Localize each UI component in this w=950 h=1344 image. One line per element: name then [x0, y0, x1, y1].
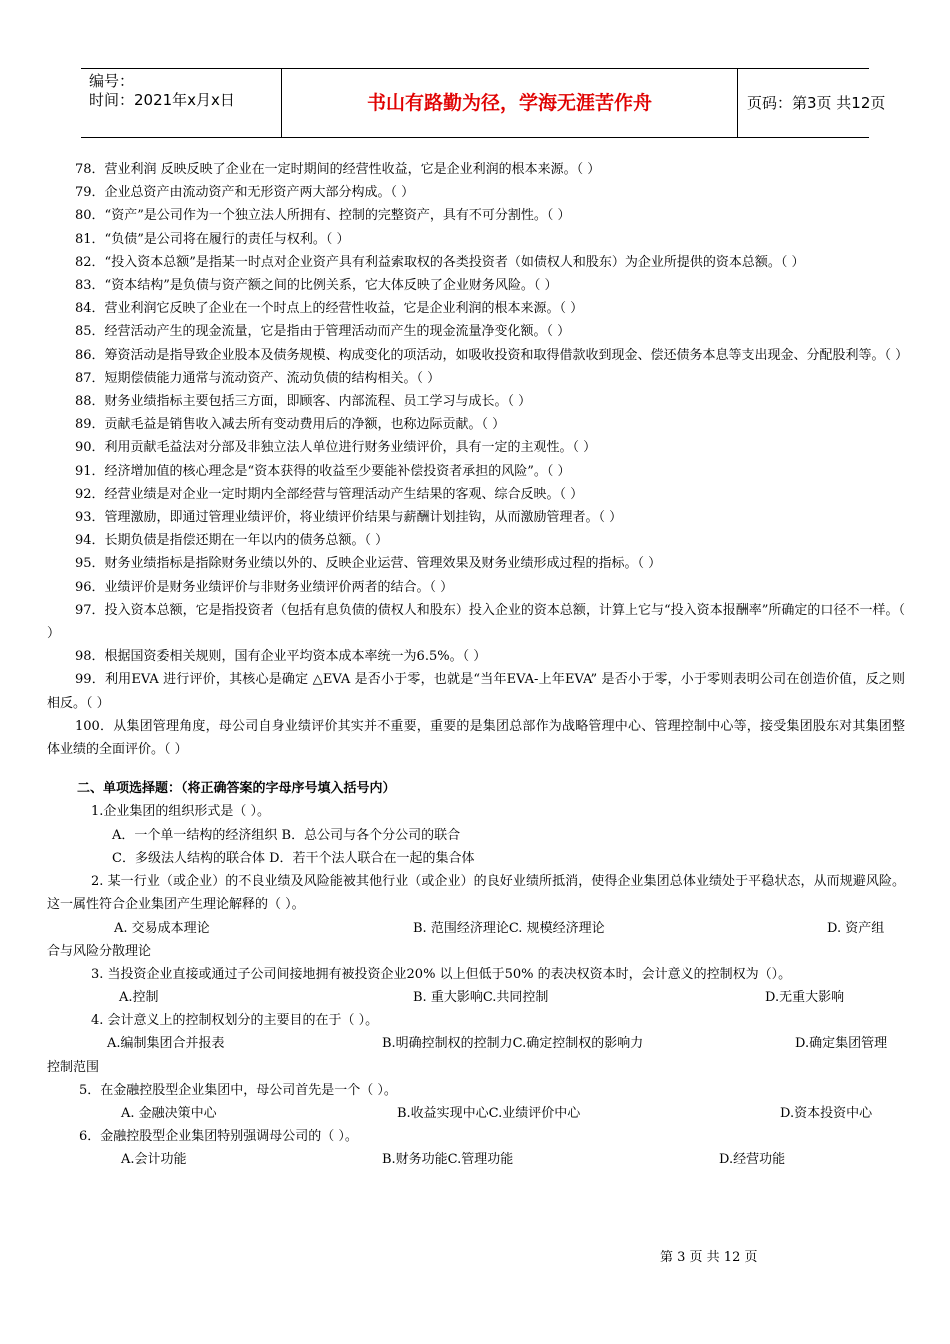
document-body: [47, 158, 909, 1172]
mc-q5-option-bc: B.收益实现中心C.业绩评价中心: [397, 1106, 581, 1122]
mc-question-2: 2. 某一行业（或企业）的不良业绩及风险能被其他行业（或企业）的良好业绩所抵消，使得企业集团总体业绩处于平稳状态，从而规避风险。这一属性符合企业集团产生理论解释的（ ）。: [47, 874, 905, 913]
tf-item-100: 100．从集团管理角度，母公司自身业绩评价其实并不重要，重要的是集团总部作为战略管理中心、管理控制中心等，接受集团股东对其集团整体业绩的全面评价。（ ）: [47, 718, 905, 758]
tf-item-98: 98．根据国资委相关规则，国有企业平均资本成本率统一为6.5%。（ ）: [75, 649, 487, 665]
mc-q1-options-cd: C．多级法人结构的联合体 D．若干个法人联合在一起的集合体: [112, 850, 475, 866]
mc-q6-option-bc: B.财务功能C.管理功能: [382, 1152, 514, 1168]
mc-q3-option-a: A.控制: [119, 990, 159, 1006]
mc-q5-option-a: A. 金融决策中心: [121, 1106, 217, 1122]
page-header: [81, 68, 886, 138]
tf-item-85: 85．经营活动产生的现金流量，它是指由于管理活动而产生的现金流量净变化额。（ ）: [75, 324, 571, 340]
tf-item-92: 92．经营业绩是对企业一定时期内全部经营与管理活动产生结果的客观、综合反映。（ ）: [75, 486, 584, 502]
mc-question-3: 3. 当投资企业直接或通过子公司间接地拥有被投资企业20% 以上但低于50% 的表决权资本时，会计意义的控制权为（）。: [91, 966, 792, 982]
tf-item-81: 81．“负债”是公司将在履行的责任与权利。（ ）: [75, 231, 350, 247]
tf-item-94: 94．长期负债是指偿还期在一年以内的债务总额。（ ）: [75, 533, 389, 549]
tf-item-96: 96．业绩评价是财务业绩评价与非财务业绩评价两者的结合。（ ）: [75, 579, 454, 595]
doc-number-label: 编号：: [89, 72, 135, 90]
tf-item-89: 89．贡献毛益是销售收入减去所有变动费用后的净额，也称边际贡献。（ ）: [75, 417, 506, 433]
mc-q6-option-a: A.会计功能: [121, 1152, 187, 1168]
mc-q3-option-bc: B. 重大影响C.共同控制: [413, 990, 549, 1006]
mc-q4-option-d-cont: 控制范围: [47, 1059, 100, 1075]
tf-item-82: 82．“投入资本总额”是指某一时点对企业资产具有利益索取权的各类投资者（如债权人和股东）为企业所提供的资本总额。（ ）: [75, 254, 805, 270]
tf-item-95: 95．财务业绩指标是指除财务业绩以外的、反映企业运营、管理效果及财务业绩形成过程的指标。（ ）: [75, 556, 662, 572]
tf-item-80: 80．“资产”是公司作为一个独立法人所拥有、控制的完整资产，具有不可分割性。（ ）: [75, 208, 571, 224]
mc-q4-option-bc: B.明确控制权的控制力C.确定控制权的影响力: [382, 1036, 644, 1052]
tf-item-79: 79．企业总资产由流动资产和无形资产两大部分构成。（ ）: [75, 185, 415, 201]
tf-item-83: 83．“资本结构”是负债与资产额之间的比例关系，它大体反映了企业财务风险。（ ）: [75, 278, 558, 294]
mc-q5-option-d: D.资本投资中心: [780, 1106, 873, 1122]
header-meta: [81, 69, 282, 137]
mc-q4-option-d: D.确定集团管理: [795, 1036, 888, 1052]
tf-item-84: 84．营业利润它反映了企业在一个时点上的经营性收益，它是企业利润的根本来源。（ ）: [75, 301, 584, 317]
mc-q5-options: [47, 1102, 905, 1125]
mc-q2-option-bc: B. 范围经济理论C. 规模经济理论: [413, 920, 605, 936]
mc-q2-option-d: D. 资产组: [827, 920, 885, 936]
section-title: 二、单项选择题：（将正确答案的字母序号填入括号内）: [77, 781, 396, 797]
doc-time-label: 时间：2021年x月x日: [89, 91, 235, 109]
tf-item-86: 86．筹资活动是指导致企业股本及债务规模、构成变化的项活动，如吸收投资和取得借款收到现金、偿还债务本息等支出现金、分配股利等。（ ）: [75, 347, 909, 363]
mc-q6-options: [47, 1148, 905, 1171]
mc-question-5: 5．在金融控股型企业集团中，母公司首先是一个（ ）。: [79, 1082, 397, 1098]
mc-q4-options: [47, 1032, 905, 1055]
tf-item-87: 87．短期偿债能力通常与流动资产、流动负债的结构相关。（ ）: [75, 370, 441, 386]
header-page-info: 页码：第3页 共12页: [747, 94, 886, 112]
mc-q1-options-ab: A．一个单一结构的经济组织 B．总公司与各个分公司的联合: [112, 827, 461, 843]
tf-item-88: 88．财务业绩指标主要包括三方面，即顾客、内部流程、员工学习与成长。（ ）: [75, 394, 532, 410]
tf-item-97: 97．投入资本总额，它是指投资者（包括有息负债的债权人和股东）投入企业的资本总额，计算上它与“投入资本报酬率”所确定的口径不一样。（ ）: [47, 602, 905, 642]
mc-q4-option-a: A.编制集团合并报表: [107, 1036, 225, 1052]
tf-item-93: 93．管理激励，即通过管理业绩评价，将业绩评价结果与薪酬计划挂钩，从而激励管理者。（ ）: [75, 510, 623, 526]
mc-q2-options: [47, 917, 905, 940]
mc-q2-option-d-cont: 合与风险分散理论: [47, 943, 152, 959]
mc-q3-options: [47, 986, 905, 1009]
true-false-list: [47, 158, 909, 761]
mc-question-4: 4. 会计意义上的控制权划分的主要目的在于（ ）。: [91, 1013, 379, 1029]
tf-item-91: 91．经济增加值的核心理念是“资本获得的收益至少要能补偿投资者承担的风险”。（ ）: [75, 463, 571, 479]
mc-q2-option-a: A. 交易成本理论: [114, 920, 210, 936]
page-footer: 第 3 页 共 12 页: [660, 1250, 758, 1265]
mc-q6-option-d: D.经营功能: [719, 1152, 786, 1168]
mc-question-1: 1.企业集团的组织形式是（ ）。: [91, 804, 271, 820]
header-motto: 书山有路勤为径，学海无涯苦作舟: [282, 69, 738, 137]
multiple-choice-list: [47, 800, 905, 1171]
mc-question-6: 6．金融控股型企业集团特别强调母公司的（ ）。: [79, 1129, 358, 1145]
tf-item-78: 78．营业利润 反映反映了企业在一定时期间的经营性收益，它是企业利润的根本来源。（ ）: [75, 162, 601, 177]
mc-q3-option-d: D.无重大影响: [765, 990, 845, 1006]
tf-item-90: 90．利用贡献毛益法对分部及非独立法人单位进行财务业绩评价，具有一定的主观性。（ ）: [75, 440, 597, 456]
tf-item-99: 99．利用EVA 进行评价，其核心是确定 △EVA 是否小于零，也就是“当年EVA-上年EVA” 是否小于零，小于零则表明公司在创造价值，反之则相反。（ ）: [47, 672, 905, 711]
